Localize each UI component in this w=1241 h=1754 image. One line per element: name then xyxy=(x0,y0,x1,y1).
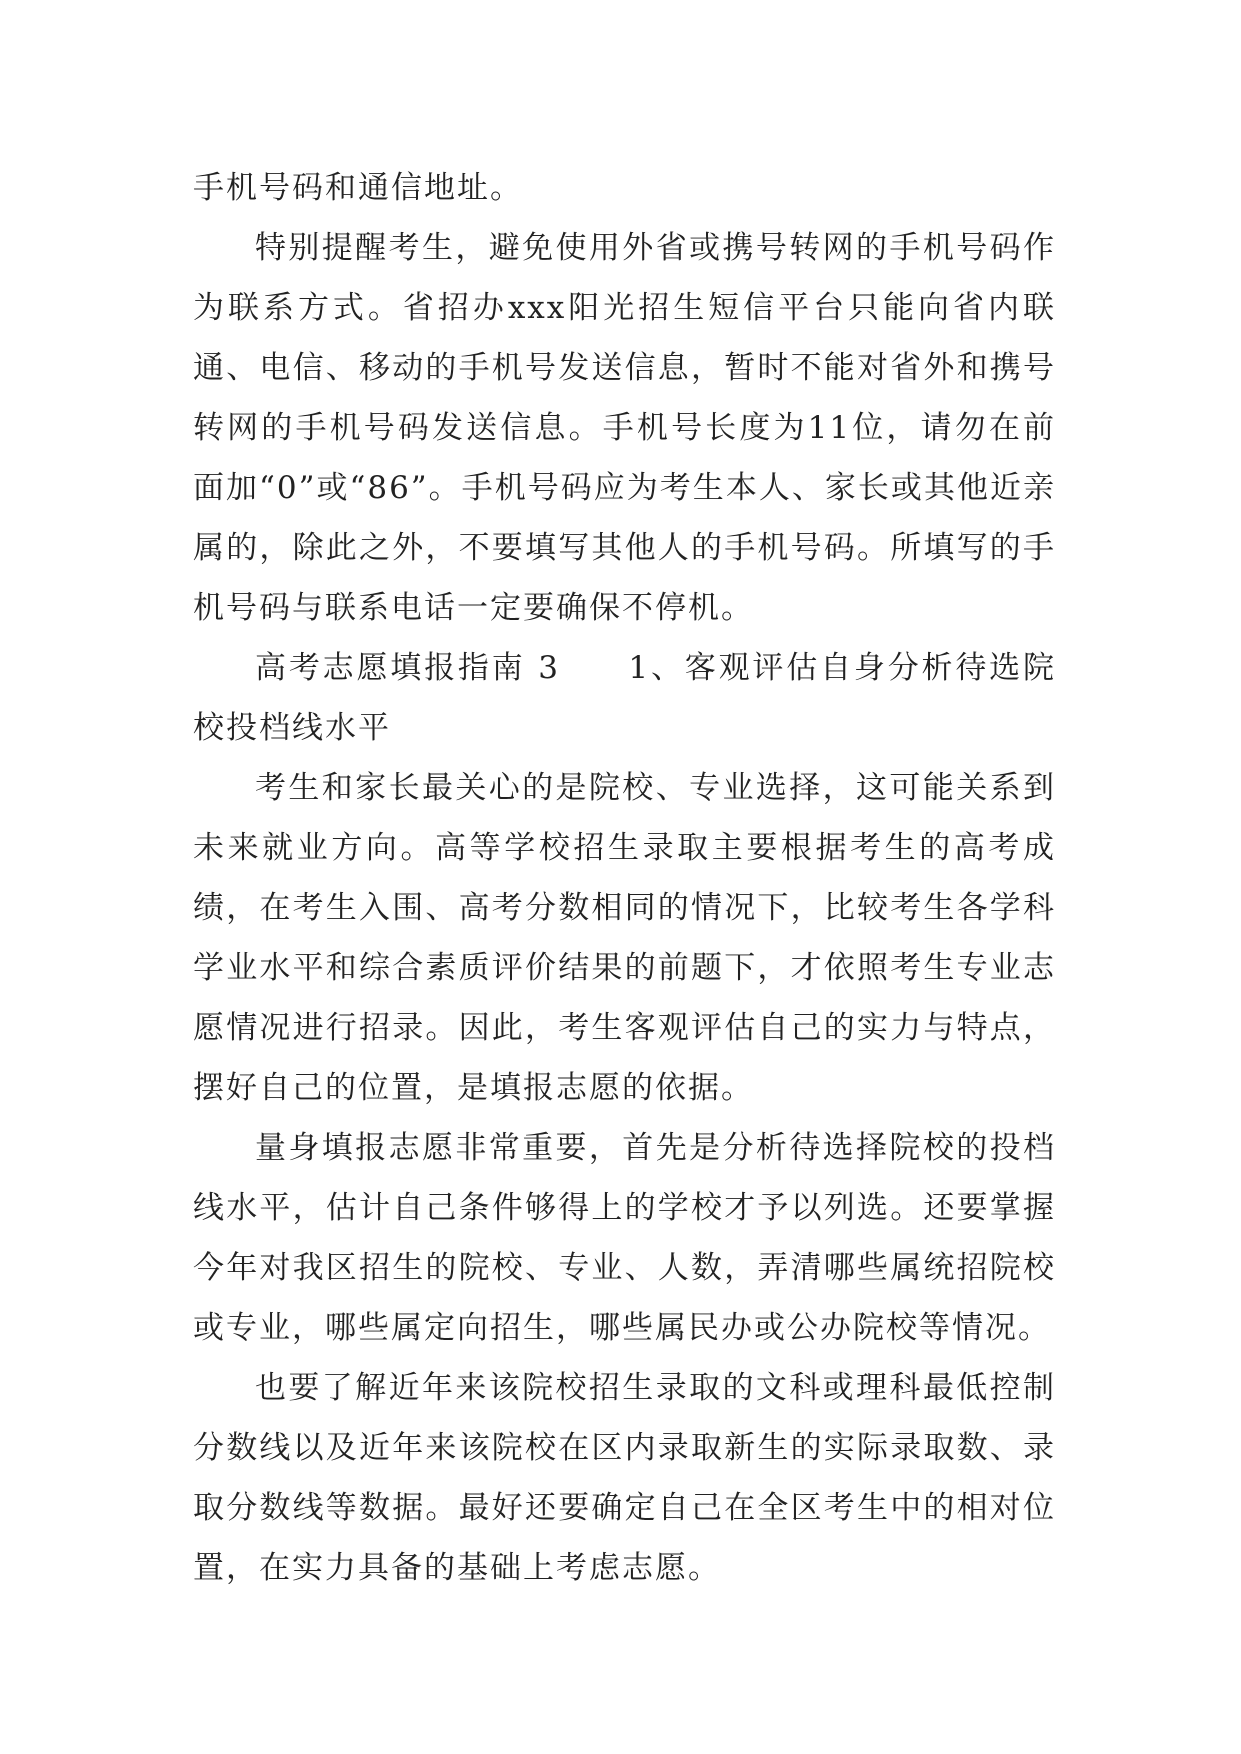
paragraph-self-assessment: 考生和家长最关心的是院校、专业选择，这可能关系到未来就业方向。高等学校招生录取主要根据考生的高考成绩，在考生入围、高考分数相同的情况下，比较考生各学科学业水平和综合素质评价结果的前题下，才依照考生专业志愿情况进行招录。因此，考生客观评估自己的实力与特点，摆好自己的位置，是填报志愿的依据。 xyxy=(193,770,1056,1106)
paragraph-phone-reminder: 特别提醒考生，避免使用外省或携号转网的手机号码作为联系方式。省招办xxx阳光招生短信平台只能向省内联通、电信、移动的手机号发送信息，暂时不能对省外和携号转网的手机号码发送信息。手机号长度为11位，请勿在前面加“0”或“86”。手机号码应为考生本人、家长或其他近亲属的，除此之外，不要填写其他人的手机号码。所填写的手机号码与联系电话一定要确保不停机。 xyxy=(193,230,1056,626)
section-heading: 高考志愿填报指南 3 1、客观评估自身分析待选院校投档线水平 xyxy=(193,650,1056,746)
paragraph-tailored-application: 量身填报志愿非常重要，首先是分析待选择院校的投档线水平，估计自己条件够得上的学校才予以列选。还要掌握今年对我区招生的院校、专业、人数，弄清哪些属统招院校或专业，哪些属定向招生，哪些属民办或公办院校等情况。 xyxy=(193,1130,1056,1346)
document-body xyxy=(193,158,1056,1598)
paragraph-admission-scores: 也要了解近年来该院校招生录取的文科或理科最低控制分数线以及近年来该院校在区内录取新生的实际录取数、录取分数线等数据。最好还要确定自己在全区考生中的相对位置，在实力具备的基础上考虑志愿。 xyxy=(193,1370,1056,1586)
paragraph-continuation: 手机号码和通信地址。 xyxy=(193,170,523,206)
